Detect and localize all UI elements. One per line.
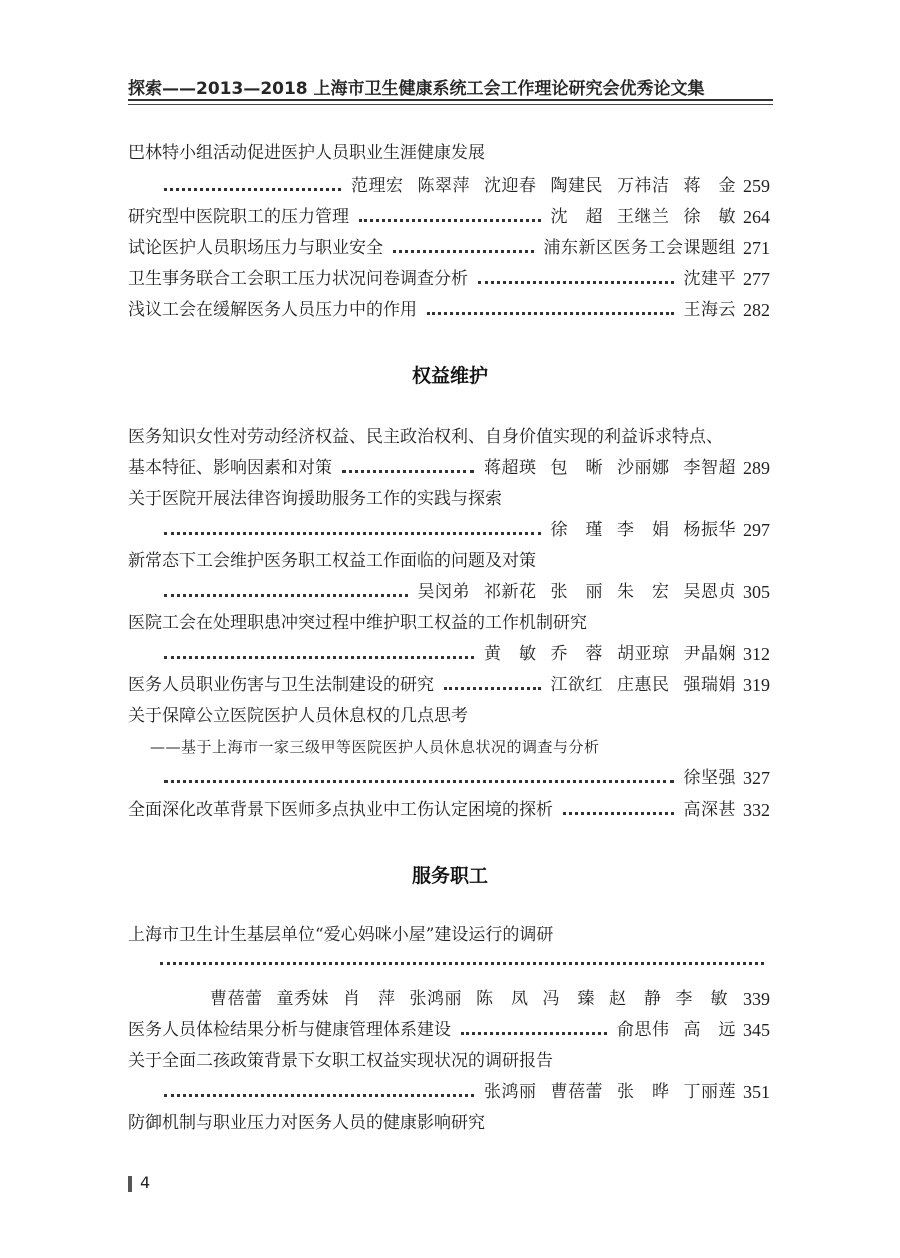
toc-entry-title (128, 920, 770, 950)
header-rule-thin (128, 104, 773, 105)
entry-title: 新常态下工会维护医务职工权益工作面临的问题及对策 (128, 551, 536, 571)
toc-entry-line (128, 984, 770, 1014)
entry-title: 巴林特小组活动促进医护人员职业生涯健康发展 (128, 143, 485, 163)
leader-dots (359, 219, 541, 222)
section-heading: 权益维护 (411, 365, 488, 387)
toc-entry-line (128, 233, 770, 263)
leader-dots (444, 687, 541, 690)
running-header: 探索——2013—2018 上海市卫生健康系统工会工作理论研究会优秀论文集 (128, 79, 705, 99)
toc-entry-line (128, 515, 770, 545)
leader-dots (164, 656, 474, 659)
toc-entry-title (128, 1046, 770, 1076)
entry-page: 351 (743, 1082, 770, 1102)
entry-page: 332 (743, 800, 770, 820)
entry-title: 全面深化改革背景下医师多点执业中工伤认定困境的探析 (128, 800, 553, 820)
entry-authors: 徐坚强 (683, 768, 736, 788)
entry-title: 关于医院开展法律咨询援助服务工作的实践与探索 (128, 489, 502, 509)
toc-entry-title (128, 608, 770, 638)
toc-entry-title (128, 484, 770, 514)
entry-page: 277 (743, 269, 770, 289)
entry-authors: 浦东新区医务工会课题组 (543, 238, 736, 258)
leader-dots (164, 532, 541, 535)
leader-dots (164, 780, 674, 783)
toc-entry-line (128, 670, 770, 700)
entry-page: 319 (743, 675, 770, 695)
entry-title: 医务人员体检结果分析与健康管理体系建设 (128, 1020, 451, 1040)
entry-authors: 沈建平 (683, 269, 736, 289)
entry-title: 医务人员职业伤害与卫生法制建设的研究 (128, 675, 434, 695)
entry-authors: 徐 瑾 李 娟 杨振华 (550, 520, 736, 540)
leader-dots (160, 962, 764, 965)
entry-page: 327 (743, 768, 770, 788)
entry-page: 345 (743, 1020, 770, 1040)
toc-entry-line (128, 639, 770, 669)
entry-page: 339 (743, 989, 770, 1009)
entry-title: 关于全面二孩政策背景下女职工权益实现状况的调研报告 (128, 1051, 553, 1071)
entry-page: 289 (743, 458, 770, 478)
entry-page: 271 (743, 238, 770, 258)
entry-page: 264 (743, 207, 770, 227)
toc-entry-title (128, 422, 770, 452)
entry-authors: 王海云 (683, 300, 736, 320)
header-rule (128, 99, 773, 101)
entry-page: 297 (743, 520, 770, 540)
entry-authors: 张鸿丽 曹蓓蕾 张 晔 丁丽莲 (484, 1082, 736, 1102)
entry-authors: 吴闵弟 祁新花 张 丽 朱 宏 吴恩贞 (417, 582, 736, 602)
toc-entry-line (128, 453, 770, 483)
leader-dots (461, 1032, 607, 1035)
toc-entry-line (128, 795, 770, 825)
leader-dots (164, 594, 408, 597)
toc-entry-line (128, 202, 770, 232)
entry-page: 305 (743, 582, 770, 602)
entry-title: 基本特征、影响因素和对策 (128, 458, 332, 478)
entry-title: 卫生事务联合工会职工压力状况问卷调查分析 (128, 269, 468, 289)
leader-dots (563, 812, 674, 815)
toc-entry-title (128, 1108, 770, 1138)
toc-entry-title (128, 546, 770, 576)
toc-entry-title (128, 138, 770, 168)
toc-entry-title (128, 701, 770, 731)
entry-authors: 俞思伟 高 远 (617, 1020, 736, 1040)
entry-page: 282 (743, 300, 770, 320)
toc-entry-line (128, 1015, 770, 1045)
entry-title: 关于保障公立医院医护人员休息权的几点思考 (128, 706, 468, 726)
entry-authors: 蒋超瑛 包 晰 沙丽娜 李智超 (484, 458, 736, 478)
leader-dots (393, 250, 534, 253)
leader-dots (478, 281, 674, 284)
leader-dots (164, 1094, 474, 1097)
entry-page: 259 (743, 176, 770, 196)
entry-title: 防御机制与职业压力对医务人员的健康影响研究 (128, 1113, 485, 1133)
leader-dots (342, 470, 474, 473)
leader-dots (164, 188, 341, 191)
entry-authors: 高深甚 (683, 800, 736, 820)
toc-entry-line (128, 1077, 770, 1107)
entry-authors: 曹蓓蕾 童秀妹 肖 萍 张鸿丽 陈 凤 冯 臻 赵 静 李 敏 (210, 989, 728, 1009)
toc-entry-line (128, 577, 770, 607)
entry-title: 医务知识女性对劳动经济权益、民主政治权利、自身价值实现的利益诉求特点、 (128, 427, 723, 447)
page-number: 4 (140, 1173, 151, 1192)
entry-title: 浅议工会在缓解医务人员压力中的作用 (128, 300, 417, 320)
toc-entry-line (128, 264, 770, 294)
entry-authors: 范理宏 陈翠萍 沈迎春 陶建民 万祎洁 蒋 金 (351, 176, 736, 196)
entry-page: 312 (743, 644, 770, 664)
entry-authors: 沈 超 王继兰 徐 敏 (550, 207, 736, 227)
entry-authors: 黄 敏 乔 蓉 胡亚琼 尹晶娴 (484, 644, 736, 664)
entry-title: 研究型中医院职工的压力管理 (128, 207, 349, 227)
entry-title: 试论医护人员职场压力与职业安全 (128, 238, 383, 258)
toc-entry-line (128, 295, 770, 325)
entry-title: 上海市卫生计生基层单位“爱心妈咪小屋”建设运行的调研 (128, 925, 554, 945)
toc-entry-line (128, 171, 770, 201)
toc-entry-line (128, 763, 770, 793)
entry-title: 医院工会在处理职患冲突过程中维护职工权益的工作机制研究 (128, 613, 587, 633)
footer-marker (128, 1176, 132, 1192)
entry-authors: 江欲红 庄惠民 强瑞娟 (550, 675, 736, 695)
section-heading: 服务职工 (411, 865, 488, 887)
entry-subtitle: ——基于上海市一家三级甲等医院医护人员休息状况的调查与分析 (150, 738, 600, 756)
leader-dots (427, 312, 674, 315)
